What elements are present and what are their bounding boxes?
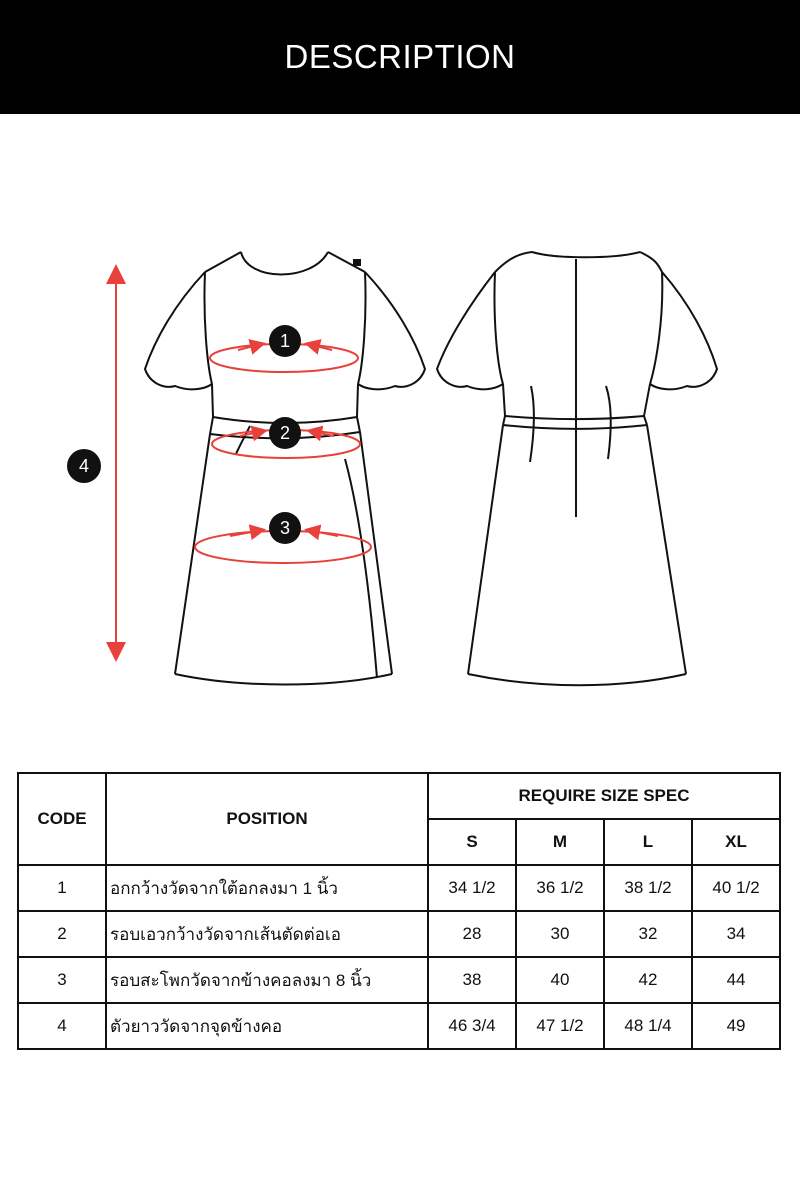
shoulder-mark <box>353 259 361 266</box>
table-row <box>18 957 780 1003</box>
row-value-s: 46 3/4 <box>428 1003 516 1049</box>
marker-2-label: 2 <box>279 423 291 443</box>
row-code: 4 <box>18 1003 106 1049</box>
row-code: 2 <box>18 911 106 957</box>
row-value-m: 47 1/2 <box>516 1003 604 1049</box>
marker-1-label: 1 <box>279 331 291 351</box>
row-value-l: 38 1/2 <box>604 865 692 911</box>
back-dress-outline <box>437 252 717 685</box>
length-arrow-top <box>106 264 126 284</box>
size-spec-table <box>17 772 781 1050</box>
marker-3-label: 3 <box>279 518 291 538</box>
row-value-xl: 49 <box>692 1003 780 1049</box>
marker-2 <box>269 417 301 449</box>
row-value-xl: 40 1/2 <box>692 865 780 911</box>
spec-header: REQUIRE SIZE SPEC <box>428 773 780 819</box>
length-arrow-bottom <box>106 642 126 662</box>
row-code: 3 <box>18 957 106 1003</box>
marker-4-label: 4 <box>78 456 90 476</box>
row-value-s: 28 <box>428 911 516 957</box>
row-position: อกกว้างวัดจากใต้อกลงมา 1 นิ้ว <box>106 865 428 911</box>
row-value-l: 42 <box>604 957 692 1003</box>
size-header-m: M <box>516 819 604 865</box>
row-value-l: 48 1/4 <box>604 1003 692 1049</box>
table-row <box>18 911 780 957</box>
row-value-s: 38 <box>428 957 516 1003</box>
row-position: รอบสะโพกวัดจากข้างคอลงมา 8 นิ้ว <box>106 957 428 1003</box>
row-value-s: 34 1/2 <box>428 865 516 911</box>
table-row <box>18 1003 780 1049</box>
table-row <box>18 865 780 911</box>
row-value-xl: 34 <box>692 911 780 957</box>
code-header: CODE <box>18 773 106 865</box>
garment-diagram <box>0 114 800 764</box>
row-position: ตัวยาววัดจากจุดข้างคอ <box>106 1003 428 1049</box>
position-header: POSITION <box>106 773 428 865</box>
marker-4 <box>67 449 101 483</box>
table-header-row <box>18 773 780 819</box>
row-value-m: 40 <box>516 957 604 1003</box>
row-position: รอบเอวกว้างวัดจากเส้นตัดต่อเอ <box>106 911 428 957</box>
marker-3 <box>269 512 301 544</box>
row-value-xl: 44 <box>692 957 780 1003</box>
row-value-m: 30 <box>516 911 604 957</box>
size-header-xl: XL <box>692 819 780 865</box>
row-value-m: 36 1/2 <box>516 865 604 911</box>
marker-1 <box>269 325 301 357</box>
row-value-l: 32 <box>604 911 692 957</box>
page-title: DESCRIPTION <box>284 38 516 75</box>
header-bar <box>0 0 800 114</box>
size-header-l: L <box>604 819 692 865</box>
size-header-s: S <box>428 819 516 865</box>
front-dress-outline <box>145 252 425 685</box>
row-code: 1 <box>18 865 106 911</box>
